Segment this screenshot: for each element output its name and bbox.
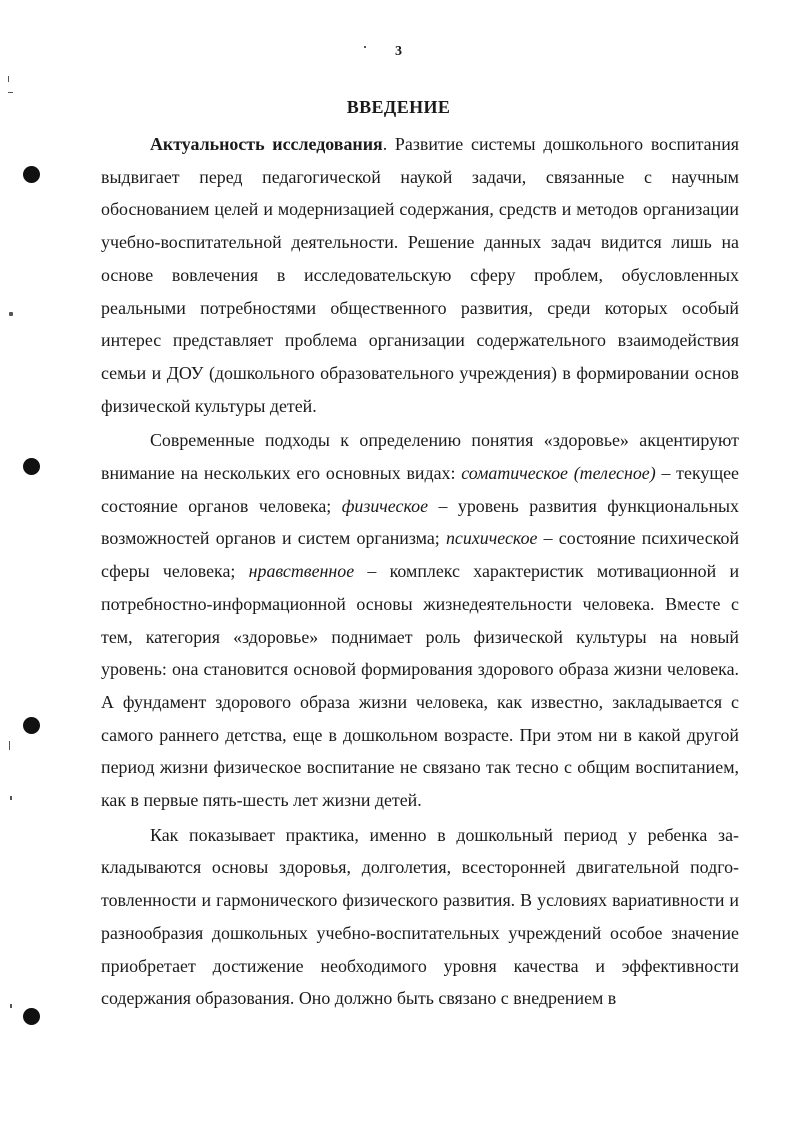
scan-artifact: [10, 1004, 12, 1008]
paragraph-practice: [101, 819, 739, 1015]
document-body: [101, 128, 739, 1015]
scan-artifact: [9, 741, 10, 750]
paragraph-text: комплекс характеристик мотивационной и потребностно-информационной основы жизнедеятельности человека. Вместе с тем, категория «здоровье» поднимает роль физической культуры на новый уровень: она становится основой формирования здорового образа жизни человека. А фундамент здорового образа жизни человека, как известно, закладывается с самого раннего детства, еще в дошкольном возрасте. При этом ни в какой другой период жизни физическое воспитание не связано так тесно с общим воспитанием, как в первые пять-шесть лет жизни детей.: [101, 561, 740, 811]
paragraph-text: Как показывает практика, именно в дошкольный период у ребенка закладываются основы здоровья, долголетия, всесторонней двигательной подготовленности и гармонического физического развития. В условиях вариативности и разнообразия дошкольных учебно-воспитательных учреждений особое значение приобретает достижение необходимого уровня качества и эффективности содержания образования. Оно должно быть связано с внедрением в: [101, 824, 739, 1009]
binder-hole-mark: [23, 458, 40, 475]
paragraph-relevance: [101, 128, 739, 422]
binder-hole-mark: [23, 717, 40, 734]
binder-hole-mark: [23, 1008, 40, 1025]
scan-artifact: [8, 76, 9, 82]
paragraph-text: Современные подходы к определению понятия «здоровье» акцентируют внимание на нескольких его основных видах:: [101, 430, 739, 484]
scan-artifact: [364, 46, 366, 48]
page-number: 3: [395, 44, 402, 59]
paragraph-text: уровень развития функциональных возможностей органов и систем организма;: [101, 495, 739, 549]
paragraph-text: текущее состояние органов человека;: [101, 463, 739, 516]
page-title: ВВЕДЕНИЕ: [346, 97, 451, 117]
term-moral: нравственное –: [248, 561, 377, 582]
paragraph-text: . Развитие системы дошкольного воспитания выдвигает перед педагогической наукой задачи, связанные с научным обоснованием целей и модернизацией содержания, средств и методов организации учебно-воспитательной деятельности. Решение данных задач видится лишь на основе вовлечения в исследовательскую сферу проблем, обусловленных реальными потребностями общественного развития, среди которых особый интерес представляет проблема организации содержательного взаимодействия семьи и ДОУ (дошкольного образовательного учреждения) в формировании основ физической культуры детей.: [101, 134, 740, 416]
paragraph-text: состояние психической сферы человека;: [101, 528, 740, 582]
term-somatic: соматическое (телесное) –: [461, 463, 671, 484]
scan-artifact: [10, 796, 12, 800]
term-physical: физическое –: [341, 495, 448, 516]
paragraph-health-types: [101, 424, 739, 816]
scan-artifact: [9, 312, 13, 316]
binder-hole-mark: [23, 166, 40, 183]
term-mental: психическое –: [445, 528, 553, 549]
section-lead: Актуальность исследования: [150, 134, 383, 154]
scan-artifact: [8, 92, 13, 93]
